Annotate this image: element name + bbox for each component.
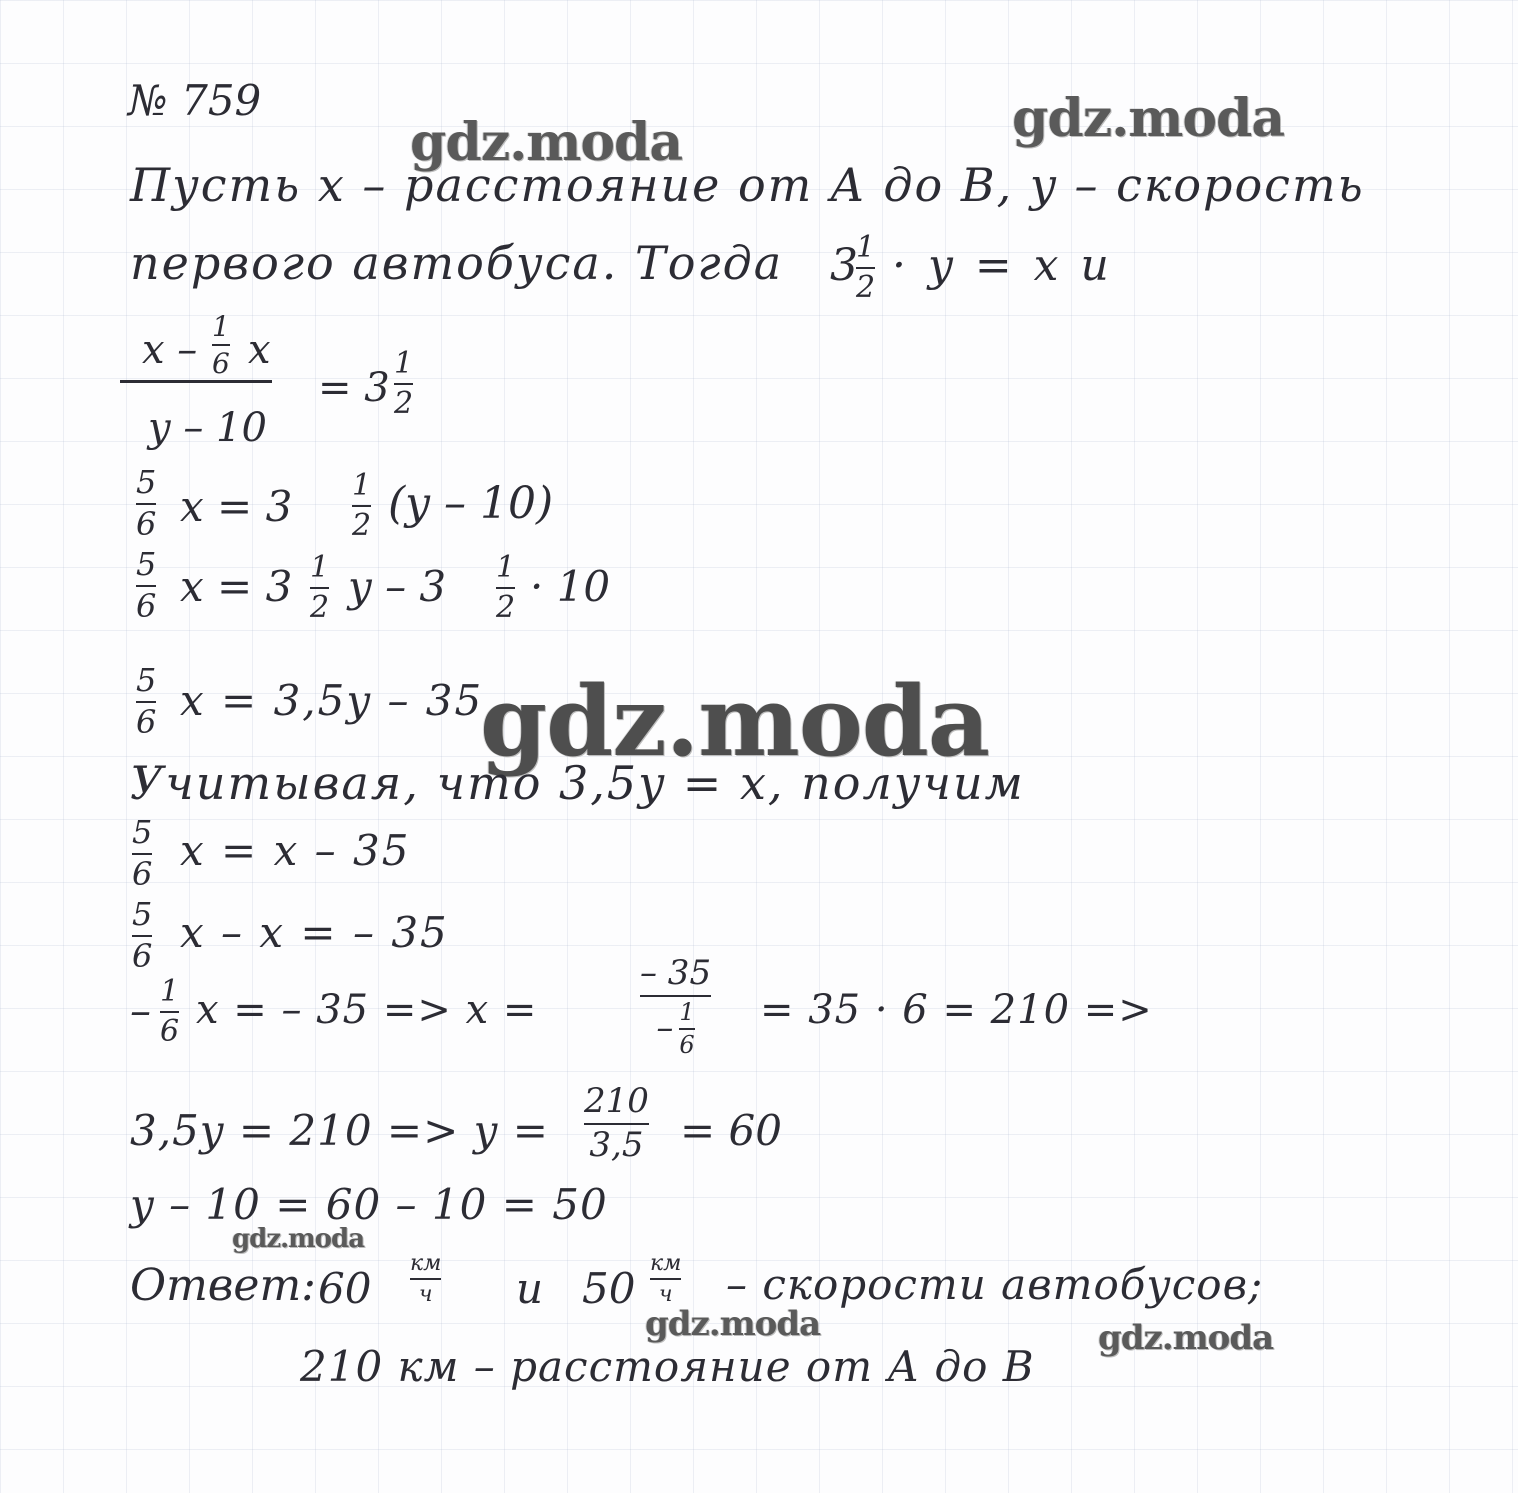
- fraction-five-sixths: [132, 813, 153, 893]
- answer-label: Ответ:: [130, 1260, 316, 1311]
- fraction-denominator: 2: [352, 507, 372, 543]
- eq7-minus: –: [130, 986, 151, 1035]
- fraction-denominator: 2: [394, 385, 414, 421]
- fraction-numerator: 1: [160, 974, 180, 1009]
- eq1-numerator-var: x: [248, 327, 271, 373]
- fraction-numerator: 1: [310, 550, 330, 585]
- equation-text: · y = x и: [892, 240, 1113, 291]
- text-line-2: первого автобуса. Тогда: [130, 236, 784, 290]
- fraction-bar: [310, 587, 329, 589]
- fraction-numerator: – 35: [640, 953, 712, 993]
- fraction-numerator: 1: [679, 997, 695, 1026]
- eq7-big-fraction: [640, 953, 712, 1059]
- fraction-numerator: 5: [136, 463, 157, 501]
- eq1-denominator: y – 10: [148, 405, 267, 451]
- fraction-bar: [650, 1278, 681, 1280]
- unit-denominator: ч: [418, 1282, 433, 1308]
- fraction-numerator: 1: [394, 346, 414, 381]
- fraction-one-half: [352, 470, 371, 541]
- minus-sign: –: [656, 1008, 674, 1049]
- fraction-numerator: 1: [496, 550, 516, 585]
- fraction-numerator: 210: [584, 1081, 649, 1121]
- fraction-numerator: 1: [212, 310, 230, 343]
- fraction-denominator: 6: [136, 702, 157, 741]
- answer-rest: – скорости автобусов;: [726, 1260, 1264, 1309]
- fraction-five-sixths: [136, 661, 157, 741]
- fraction-bar: [394, 383, 413, 385]
- fraction-bar: [160, 1011, 179, 1013]
- watermark: gdz.moda: [1012, 88, 1285, 149]
- fraction-one-sixth: [679, 997, 695, 1059]
- fraction-one-sixth: [160, 976, 179, 1047]
- unit-denominator: ч: [658, 1282, 673, 1308]
- eq1-fraction-bar: [120, 380, 272, 383]
- answer-value-1: 60: [318, 1264, 372, 1313]
- unit-numerator: км: [410, 1251, 442, 1276]
- eq3-text: x = 3: [180, 562, 293, 611]
- eq2-tail: (y – 10): [388, 478, 554, 529]
- fraction-one-half: [310, 552, 329, 623]
- fraction-bar: [410, 1278, 441, 1280]
- fraction-denominator: 3,5: [589, 1124, 644, 1165]
- eq1-numerator-part: x –: [142, 327, 198, 373]
- eq2-text: x = 3: [180, 482, 293, 531]
- unit-km-per-h: [410, 1252, 441, 1306]
- fraction-denominator: 2: [310, 589, 330, 625]
- unit-numerator: км: [650, 1251, 682, 1276]
- fraction-denominator: 6: [132, 936, 153, 975]
- unit-km-per-h: [650, 1252, 681, 1306]
- fraction-denominator: 2: [856, 269, 876, 305]
- fraction-one-half: [496, 552, 515, 623]
- answer-and: и: [516, 1264, 544, 1313]
- answer-value-2: 50: [582, 1264, 636, 1313]
- eq8-tail: = 60: [680, 1106, 782, 1155]
- eq7-text: x = – 35 => x =: [196, 987, 538, 1033]
- answer-line-2: 210 км – расстояние от А до В: [300, 1342, 1035, 1391]
- fraction-one-half: [856, 232, 875, 303]
- fraction-denominator: 6: [679, 1030, 695, 1059]
- fraction-bar: [496, 587, 515, 589]
- fraction-five-sixths: [132, 895, 153, 975]
- fraction-numerator: 5: [132, 895, 153, 933]
- fraction-denominator: 6: [212, 347, 230, 381]
- watermark: gdz.moda: [232, 1224, 365, 1254]
- fraction-denominator: 6: [132, 854, 153, 893]
- fraction-bar: [352, 505, 371, 507]
- fraction-bar: [856, 267, 875, 269]
- fraction-denominator: 6: [160, 1013, 180, 1049]
- watermark: gdz.moda: [645, 1304, 821, 1344]
- fraction-one-half: [394, 348, 413, 419]
- fraction-numerator: 5: [136, 661, 157, 699]
- fraction-five-sixths: [136, 545, 157, 625]
- eq8-text: 3,5y = 210 => y =: [130, 1106, 549, 1155]
- fraction-numerator: 5: [136, 545, 157, 583]
- eq3-tail: · 10: [530, 562, 611, 611]
- fraction-denominator: 2: [496, 589, 516, 625]
- fraction-bar: [212, 344, 230, 346]
- fraction-denominator: 6: [136, 504, 157, 543]
- fraction-numerator: 5: [132, 813, 153, 851]
- fraction-bar: [640, 995, 711, 997]
- fraction-bar: [679, 1028, 694, 1030]
- text-line-1: Пусть x – расстояние от А до В, y – скорость: [130, 158, 1365, 212]
- fraction-denominator: [656, 997, 695, 1059]
- eq1-rhs: = 3: [318, 365, 390, 411]
- mixed-number-whole: 3: [830, 240, 858, 291]
- watermark: gdz.moda: [410, 112, 683, 173]
- fraction-one-sixth: [212, 312, 230, 379]
- problem-number: № 759: [128, 76, 262, 125]
- eq4-text: x = 3,5y – 35: [180, 676, 484, 725]
- fraction-denominator: 6: [136, 586, 157, 625]
- note-line: Учитывая, что 3,5y = x, получим: [130, 756, 1025, 810]
- eq9-text: y – 10 = 60 – 10 = 50: [130, 1180, 608, 1229]
- watermark: gdz.moda: [1098, 1318, 1274, 1358]
- fraction-five-sixths: [136, 463, 157, 543]
- watermark: gdz.moda: [480, 665, 990, 778]
- eq3-mid: y – 3: [348, 562, 447, 611]
- eq8-fraction: [584, 1081, 649, 1165]
- eq6-text: x – x = – 35: [180, 908, 449, 957]
- eq5-text: x = x – 35: [180, 826, 411, 875]
- fraction-numerator: 1: [352, 468, 372, 503]
- eq7-tail: = 35 · 6 = 210 =>: [760, 987, 1153, 1033]
- fraction-numerator: 1: [856, 230, 876, 265]
